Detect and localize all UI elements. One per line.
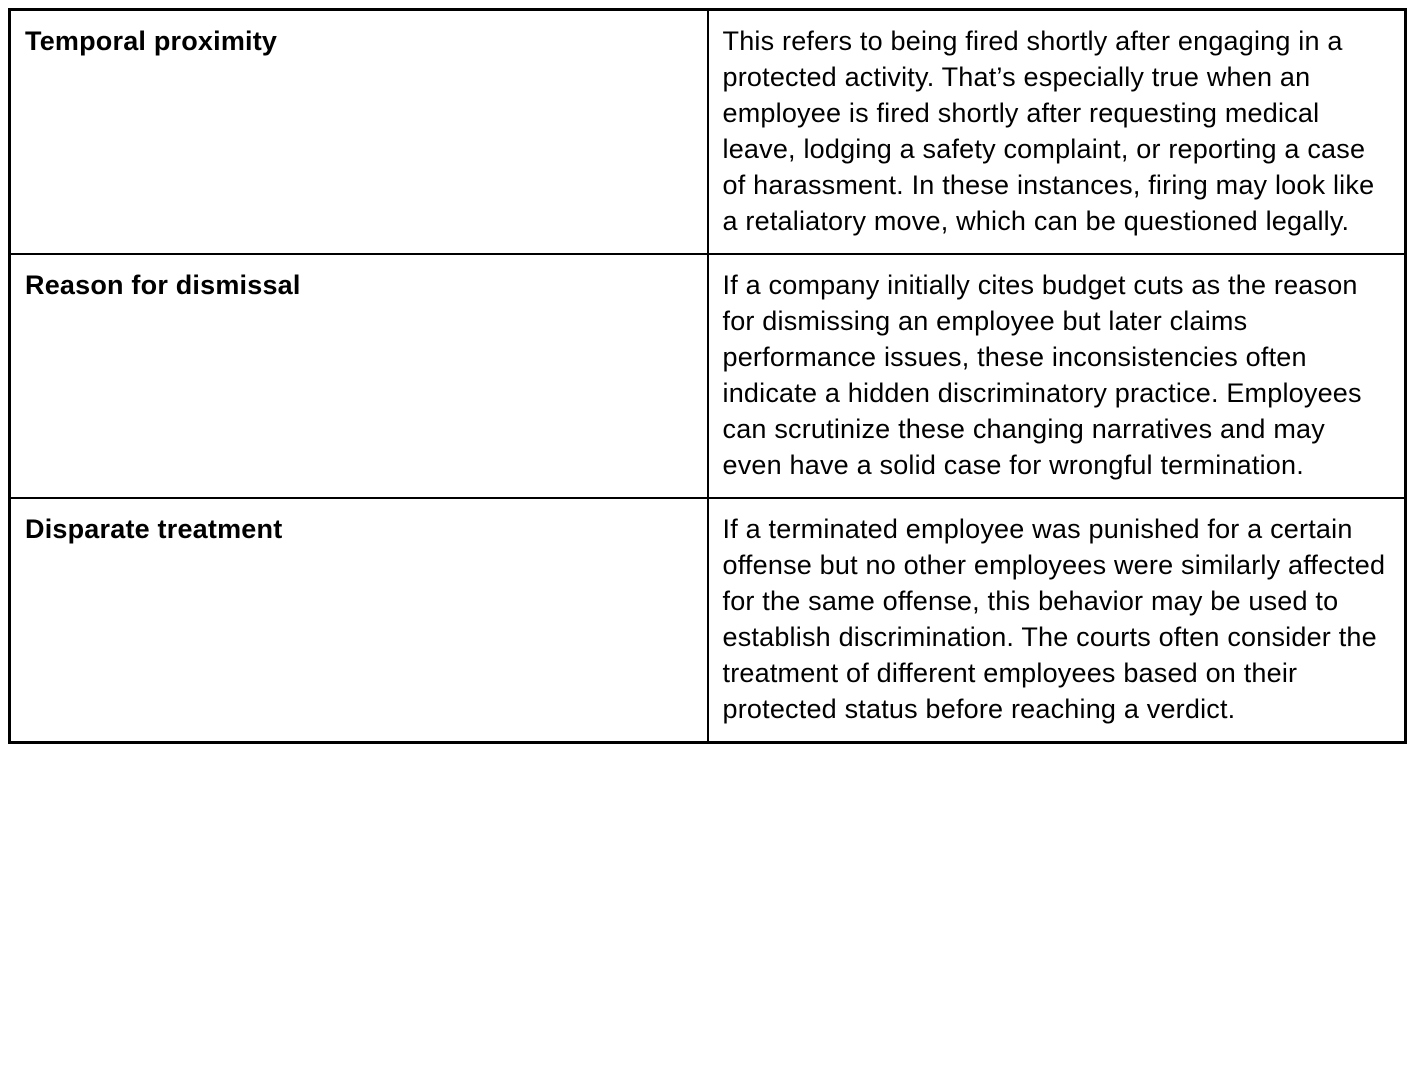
definition-cell: This refers to being fired shortly after engaging in a protected activity. That’s especially true when an employee is fired shortly after requesting medical leave, lodging a safety complaint, or reporting a case of harassment. In these instances, firing may look like a retaliatory move, which can be questioned legally. [708, 10, 1406, 255]
term-cell: Temporal proximity [10, 10, 708, 255]
table-row [10, 254, 1406, 498]
table-row [10, 498, 1406, 743]
term-cell: Disparate treatment [10, 498, 708, 743]
term-cell: Reason for dismissal [10, 254, 708, 498]
definitions-table [8, 8, 1407, 744]
definitions-table-container [8, 8, 1407, 744]
definition-cell: If a terminated employee was punished for a certain offense but no other employees were similarly affected for the same offense, this behavior may be used to establish discrimination. The courts often consider the treatment of different employees based on their protected status before reaching a verdict. [708, 498, 1406, 743]
definition-cell: If a company initially cites budget cuts as the reason for dismissing an employee but later claims performance issues, these inconsistencies often indicate a hidden discriminatory practice. Employees can scrutinize these changing narratives and may even have a solid case for wrongful termination. [708, 254, 1406, 498]
table-row [10, 10, 1406, 255]
